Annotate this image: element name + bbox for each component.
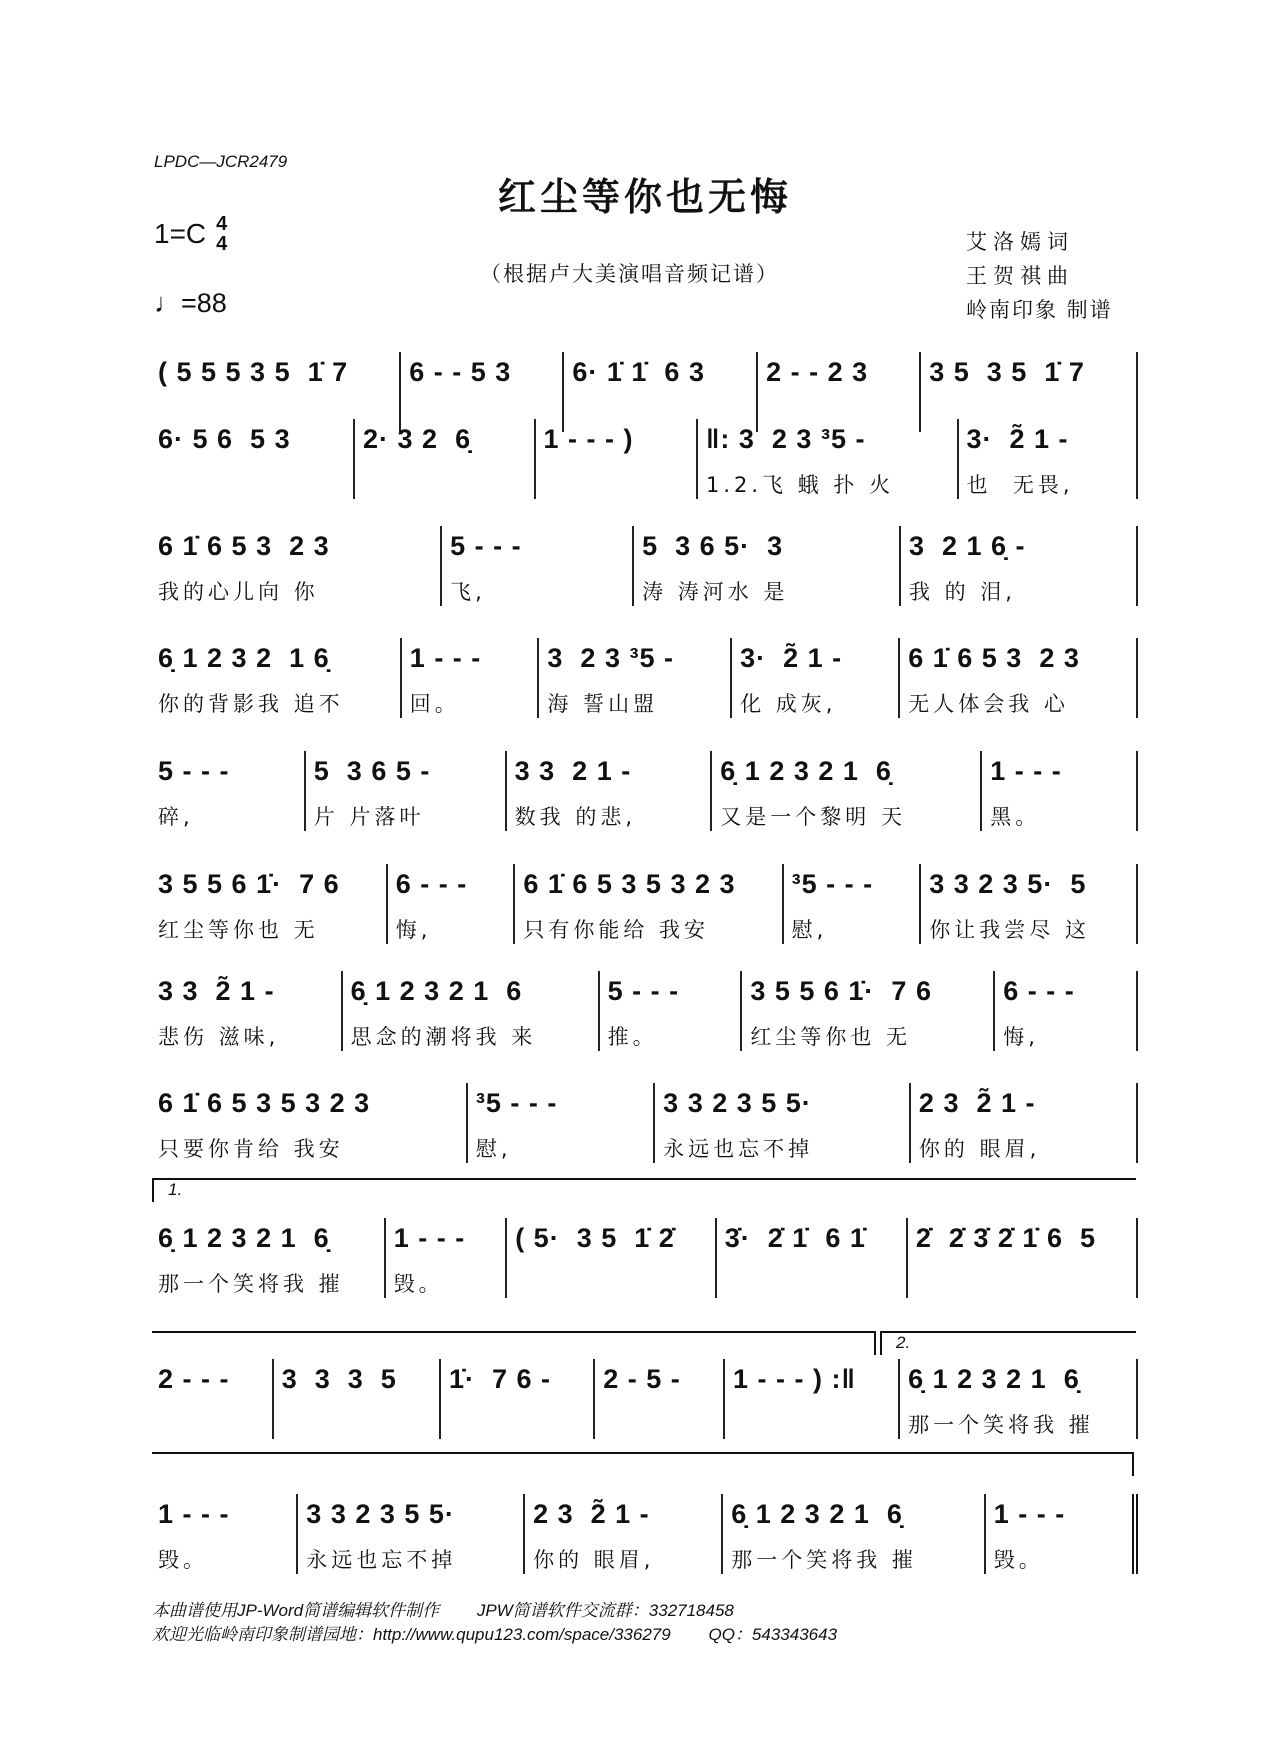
- measure-notes: 6· 5 6 5 3: [158, 424, 291, 454]
- measure: [468, 1083, 655, 1163]
- measure-lyrics: 永远也忘不掉: [306, 1548, 457, 1572]
- measure: [536, 419, 698, 499]
- staff-row: [150, 751, 1138, 831]
- measure-lyrics: 我 的 泪,: [908, 580, 1016, 604]
- measure-notes: 5 - - -: [158, 756, 230, 786]
- measure-lyrics: [515, 1268, 707, 1298]
- measure-lyrics: 红尘等你也 无: [750, 1025, 912, 1049]
- measure: [908, 1218, 1138, 1298]
- footer-line-1: 本曲谱使用JP-Word简谱编辑软件制作 JPW简谱软件交流群：332718458: [152, 1601, 734, 1620]
- measure-lyrics: 慰,: [475, 1137, 512, 1161]
- measure: [900, 638, 1138, 718]
- measure: [150, 638, 402, 718]
- staff-row: [150, 971, 1138, 1051]
- measure: [900, 1359, 1138, 1439]
- measure: [723, 1494, 985, 1574]
- measure-lyrics: 推。: [607, 1025, 658, 1049]
- measure-lyrics: 悔,: [395, 918, 432, 942]
- measure: [634, 526, 901, 606]
- footer-line-2: 欢迎光临岭南印象制谱园地：http://www.qupu123.com/space/336279 QQ：543343643: [152, 1625, 838, 1644]
- measure: [150, 1083, 468, 1163]
- measure-notes: 1 - - -: [393, 1223, 466, 1253]
- measure-notes: 3· 2̃ 1 -: [740, 643, 843, 673]
- measure-notes: ³5 - - -: [475, 1088, 558, 1118]
- measure-notes: 1 - - -: [158, 1499, 230, 1529]
- measure-notes: 2· 3 2 6̣: [363, 424, 472, 454]
- measure-notes: 3 5 5 6 1̇· 7 6: [750, 976, 932, 1006]
- volta-bracket-2: [880, 1331, 1136, 1355]
- measure-lyrics: [282, 1409, 431, 1439]
- measure-notes: 1 - - -: [993, 1499, 1066, 1529]
- measure-notes: 3 2 1 6̣ -: [908, 531, 1026, 561]
- measure: [441, 1359, 595, 1439]
- measure-notes: 6̣ 1 2 3 2 1 6̣: [908, 1364, 1080, 1394]
- measure-notes: 6̣ 1 2 3 2 1 6: [350, 976, 523, 1006]
- measure: [959, 419, 1138, 499]
- measure-lyrics: 涛 涛河水 是: [642, 580, 789, 604]
- staff-row: [150, 526, 1138, 606]
- measure-notes: ( 5 5 5 3 5 1̇ 7: [158, 357, 349, 387]
- measure: [388, 864, 516, 944]
- measure-notes: 3 3 2 3 5 5·: [306, 1499, 455, 1529]
- measure-notes: 6̣ 1 2 3 2 1 6̣: [720, 756, 892, 786]
- measure-notes: ( 5· 3 5 1̇ 2̇: [515, 1223, 675, 1253]
- measure-notes: 1̇· 7 6 -: [448, 1364, 552, 1394]
- measure-lyrics: 只要你肯给 我安: [158, 1137, 344, 1161]
- staff-row: [150, 1359, 1138, 1439]
- lyricist-credit: 艾洛嫣词: [966, 230, 1074, 254]
- measure-lyrics: 毁。: [158, 1548, 208, 1572]
- volta-bracket-1-end: [152, 1331, 876, 1355]
- measure: [901, 526, 1138, 606]
- measure: [150, 419, 355, 499]
- measure-lyrics: [449, 1409, 585, 1439]
- volta-label: 2.: [896, 1333, 911, 1352]
- measure-lyrics: [916, 1268, 1128, 1298]
- measure: [402, 638, 540, 718]
- meter-top: 4: [216, 213, 228, 235]
- measure-lyrics: 回。: [409, 692, 460, 716]
- measure-notes: 5 3 6 5 -: [313, 756, 431, 786]
- measure: [921, 864, 1138, 944]
- staff-row: [150, 638, 1138, 718]
- measure: [150, 751, 306, 831]
- measure-lyrics: 1.2.飞 蛾 扑 火: [705, 473, 895, 497]
- measure-lyrics: 红尘等你也 无: [158, 918, 319, 942]
- staff-row: [150, 864, 1138, 944]
- measure: [732, 638, 900, 718]
- measure-notes: 1 - - - ): [543, 424, 634, 454]
- measure-lyrics: 无人体会我 心: [908, 692, 1069, 716]
- subtitle: （根据卢大美演唱音频记谱）: [480, 262, 779, 286]
- measure: [507, 1218, 717, 1298]
- measure-lyrics: 黑。: [990, 805, 1041, 829]
- measure-notes: 6 1̇ 6 5 3 5 3 2 3: [158, 1088, 371, 1118]
- arranger-credit: 岭南印象 制谱: [966, 298, 1113, 322]
- measure-notes: 2 - 5 -: [603, 1364, 681, 1394]
- measure: [595, 1359, 725, 1439]
- measure: [911, 1083, 1138, 1163]
- measure: [442, 526, 634, 606]
- measure: [995, 971, 1138, 1051]
- measure-notes: 3 3 2 3 5· 5: [929, 869, 1087, 899]
- measure-notes: 3 3 2 3 5 5·: [663, 1088, 812, 1118]
- measure-lyrics: [158, 1409, 264, 1439]
- measure-lyrics: 你让我尝尽 这: [929, 918, 1090, 942]
- key-signature: [154, 214, 227, 254]
- measure-lyrics: 毁。: [993, 1548, 1044, 1572]
- measure-lyrics: 你的背影我 追不: [158, 692, 344, 716]
- measure-lyrics: 片 片落叶: [313, 805, 425, 829]
- measure-lyrics: 也 无畏,: [966, 473, 1074, 497]
- measure-notes: ‖: 3 2 3 ³5 -: [705, 424, 866, 454]
- measure: [355, 419, 536, 499]
- measure-notes: 2 3 2̃ 1 -: [918, 1088, 1036, 1118]
- measure-notes: 5 3 6 5· 3: [642, 531, 784, 561]
- measure-lyrics: [725, 1268, 898, 1298]
- measure: [150, 1359, 274, 1439]
- measure: [150, 864, 388, 944]
- measure-lyrics: 那一个笑将我 摧: [908, 1413, 1094, 1437]
- measure-notes: 6 1̇ 6 5 3 2 3: [908, 643, 1080, 673]
- measure: [274, 1359, 441, 1439]
- measure-notes: 6̣ 1 2 3 2 1 6̣: [158, 643, 330, 673]
- key: 1=C: [154, 218, 207, 249]
- tempo-marking: ♩=88: [154, 288, 227, 318]
- measure-notes: 1 - - -: [409, 643, 482, 673]
- measure-lyrics: 那一个笑将我 摧: [731, 1548, 917, 1572]
- measure: [982, 751, 1138, 831]
- measure: [784, 864, 922, 944]
- measure: [539, 638, 732, 718]
- measure-notes: 6̣ 1 2 3 2 1 6̣: [158, 1223, 330, 1253]
- measure: [742, 971, 995, 1051]
- measure-lyrics: 碎,: [158, 805, 194, 829]
- measure: [986, 1494, 1138, 1574]
- measure: [515, 864, 783, 944]
- measure-lyrics: 数我 的悲,: [514, 805, 636, 829]
- measure-lyrics: 你的 眼眉,: [533, 1548, 655, 1572]
- measure: [386, 1218, 508, 1298]
- composer-credit: 王贺祺曲: [966, 264, 1074, 288]
- measure-lyrics: 悲伤 滋味,: [158, 1025, 280, 1049]
- measure: [698, 419, 959, 499]
- measure-lyrics: 思念的潮将我 来: [350, 1025, 537, 1049]
- measure: [343, 971, 600, 1051]
- measure: [712, 751, 982, 831]
- measure: [150, 1494, 298, 1574]
- measure-notes: 6 - - -: [395, 869, 468, 899]
- measure: [655, 1083, 911, 1163]
- volta-label: 1.: [168, 1180, 183, 1199]
- measure-notes: 1 - - -: [990, 756, 1062, 786]
- score-code: LPDC—JCR2479: [154, 152, 288, 171]
- measure-notes: 2 - - 2 3: [766, 357, 869, 387]
- measure-notes: 3· 2̃ 1 -: [966, 424, 1069, 454]
- measure-notes: 2̇ 2̇ 3̇ 2̇ 1̇ 6 5: [915, 1223, 1096, 1253]
- measure-notes: 1 - - - ) :‖: [732, 1364, 856, 1394]
- measure: [150, 1218, 386, 1298]
- measure: [525, 1494, 723, 1574]
- measure-notes: 6· 1̇ 1̇ 6 3: [572, 357, 705, 387]
- meter-bottom: 4: [216, 233, 228, 255]
- volta-bracket-2-end: [152, 1452, 1134, 1476]
- measure-notes: ³5 - - -: [791, 869, 874, 899]
- measure-lyrics: 海 誓山盟: [547, 692, 659, 716]
- time-signature: [216, 214, 227, 254]
- measure-lyrics: 慰,: [791, 918, 828, 942]
- measure-lyrics: [158, 469, 345, 499]
- volta-bracket-1: [152, 1178, 1136, 1202]
- measure: [150, 526, 442, 606]
- measure-lyrics: 化 成灰,: [740, 692, 837, 716]
- measure: [150, 971, 343, 1051]
- measure-notes: 6 - - 5 3: [409, 357, 512, 387]
- measure-notes: 3 3 3 5: [281, 1364, 397, 1394]
- measure-notes: 6 1̇ 6 5 3 2 3: [158, 531, 330, 561]
- measure-notes: 6 1̇ 6 5 3 5 3 2 3: [523, 869, 736, 899]
- staff-row: [150, 1494, 1138, 1574]
- measure-notes: 5 - - -: [450, 531, 522, 561]
- measure-notes: 3 2 3 ³5 -: [547, 643, 674, 673]
- measure-notes: 3 5 3 5 1̇ 7: [929, 357, 1085, 387]
- measure-lyrics: 悔,: [1003, 1025, 1039, 1049]
- measure: [507, 751, 713, 831]
- measure-lyrics: [603, 1409, 715, 1439]
- measure-lyrics: 我的心儿向 你: [158, 580, 319, 604]
- measure: [600, 971, 743, 1051]
- measure-notes: 6 - - -: [1003, 976, 1075, 1006]
- measure-notes: 2 - - -: [158, 1364, 230, 1394]
- measure-notes: 3 3 2̃ 1 -: [158, 976, 275, 1006]
- measure: [298, 1494, 525, 1574]
- measure-lyrics: 飞,: [450, 580, 486, 604]
- measure: [306, 751, 507, 831]
- page-title: 红尘等你也无悔: [497, 174, 792, 219]
- measure-notes: 6̣ 1 2 3 2 1 6̣: [731, 1499, 903, 1529]
- staff-row: [150, 419, 1138, 499]
- measure: [725, 1359, 900, 1439]
- measure-lyrics: [363, 469, 526, 499]
- measure-lyrics: 只有你能给 我安: [523, 918, 710, 942]
- measure-notes: 3 5 5 6 1̇· 7 6: [158, 869, 340, 899]
- staff-row: [150, 1218, 1138, 1298]
- measure-lyrics: 毁。: [393, 1272, 444, 1296]
- staff-row: [150, 1083, 1138, 1163]
- measure-lyrics: 又是一个黎明 天: [720, 805, 906, 829]
- measure: [717, 1218, 908, 1298]
- measure-notes: 2 3 2̃ 1 -: [533, 1499, 650, 1529]
- measure-notes: 3 3 2 1 -: [514, 756, 632, 786]
- measure-lyrics: 那一个笑将我 摧: [158, 1272, 344, 1296]
- measure-lyrics: 你的 眼眉,: [918, 1137, 1041, 1161]
- measure-notes: 3̇· 2̇ 1̇ 6 1̇: [724, 1223, 866, 1253]
- measure-notes: 5 - - -: [607, 976, 680, 1006]
- measure-lyrics: [544, 469, 688, 499]
- measure-lyrics: 永远也忘不掉: [663, 1137, 814, 1161]
- measure-lyrics: [733, 1409, 890, 1439]
